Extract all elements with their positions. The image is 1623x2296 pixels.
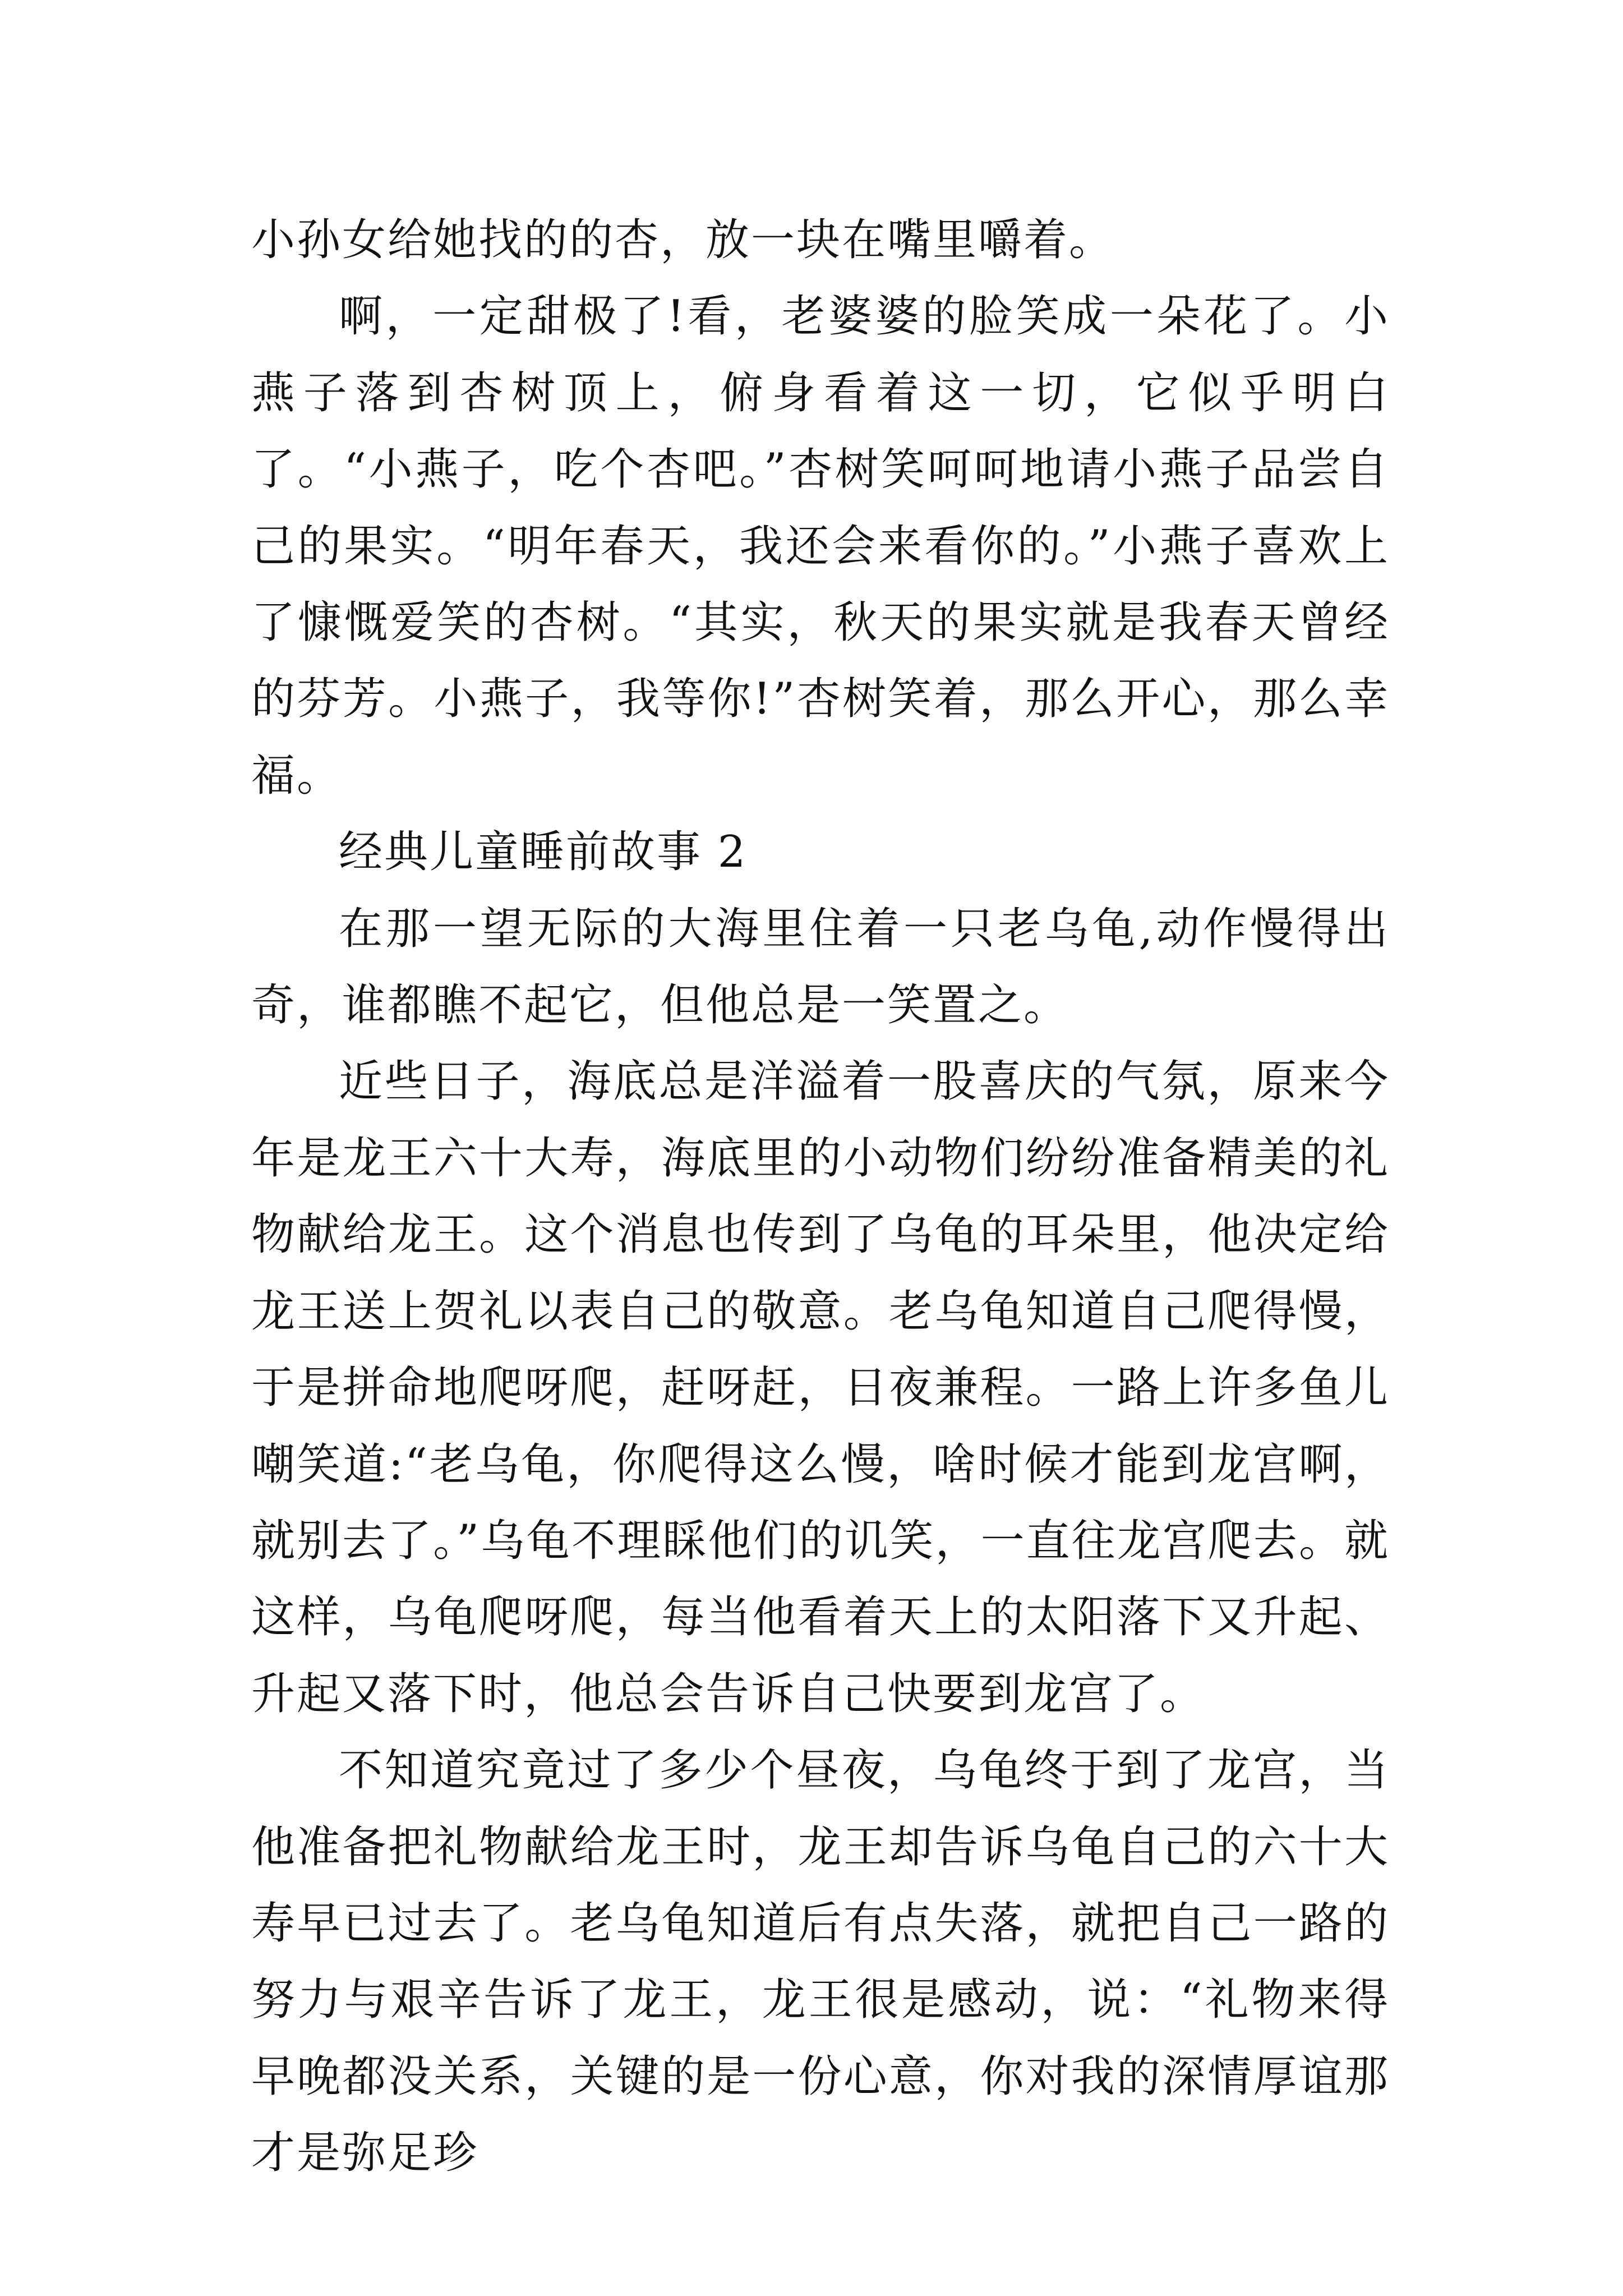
story-heading: 经典儿童睡前故事 2	[339, 827, 748, 878]
paragraph-turtle-intro: 在那一望无际的大海里住着一只老乌龟,动作慢得出奇，谁都瞧不起它，但他总是一笑置之。	[251, 903, 1390, 1031]
paragraph-apricot-tree: 啊，一定甜极了!看，老婆婆的脸笑成一朵花了。小燕子落到杏树顶上，俯身看着这一切，它似乎明白了。“小燕子，吃个杏吧。”杏树笑呵呵地请小燕子品尝自己的果实。“明年春天，我还会来看你的。”小燕子喜欢上了慷慨爱笑的杏树。“其实，秋天的果实就是我春天曾经的芬芳。小燕子，我等你!”杏树笑着，那么开心，那么幸福。	[251, 291, 1390, 801]
paragraph-turtle-arrival: 不知道究竟过了多少个昼夜，乌龟终于到了龙宫，当他准备把礼物献给龙王时，龙王却告诉乌龟自己的六十大寿早已过去了。老乌龟知道后有点失落，就把自己一路的努力与艰辛告诉了龙王，龙王很是感动，说：“礼物来得早晚都没关系，关键的是一份心意，你对我的深情厚谊那才是弥足珍	[251, 1745, 1390, 2179]
paragraph-continuation: 小孙女给她找的的杏，放一块在嘴里嚼着。	[251, 215, 1115, 265]
document-body	[251, 202, 1390, 2192]
paragraph-turtle-journey: 近些日子，海底总是洋溢着一股喜庆的气氛，原来今年是龙王六十大寿，海底里的小动物们纷纷准备精美的礼物献给龙王。这个消息也传到了乌龟的耳朵里，他决定给龙王送上贺礼以表自己的敬意。老乌龟知道自己爬得慢，于是拼命地爬呀爬，赶呀赶，日夜兼程。一路上许多鱼儿嘲笑道:“老乌龟，你爬得这么慢，啥时候才能到龙宫啊，就别去了。”乌龟不理睬他们的讥笑，一直往龙宫爬去。就这样，乌龟爬呀爬，每当他看着天上的太阳落下又升起、升起又落下时，他总会告诉自己快要到龙宫了。	[251, 1056, 1390, 1719]
